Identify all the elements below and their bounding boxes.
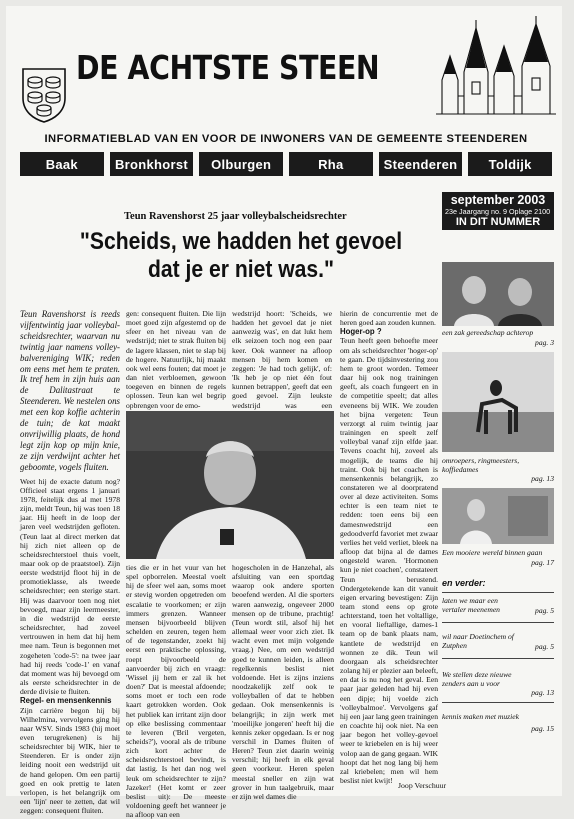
article-headline: "Scheids, we hadden het gevoel dat je er niet was."	[79, 228, 403, 283]
more-page-ref: pag. 5	[535, 606, 554, 615]
more-page-ref: pag. 13	[531, 688, 554, 697]
in-this-issue-sidebar	[442, 240, 554, 792]
article-paragraph: hierin de concurrentie met de heren goed aan zouden kunnen.	[340, 309, 438, 328]
castle-illustration	[434, 16, 558, 116]
more-page-ref: pag. 5	[535, 642, 554, 651]
author-signature: Joop Verschuur	[398, 781, 447, 790]
article-kicker: Teun Ravenshorst 25 jaar volleybalscheidsrechter	[124, 211, 347, 222]
article-paragraph: hogescholen in de Hanzehal, als afsluiting van een sportdag waarop ook andere sporten beoefend werden. Al die sporters waren aanwezig, ongeveer 2000 mensen op de tribune, prachtig! (Teun wordt stil, alsof hij het allemaal weer voor zich ziet. Ik wacht even met mijn volgende vraag.) Nee, om een wedstrijd goed te kunnen leiden, is alleen regelkennis beslist niet voldoende. Het is zijns inziens noodzakelijk zelf ook te volleyballen of dat te hebben gedaan. Ook mensenkennis is belangrijk; in zijn werk met 'moeilijke jongeren' heeft hij die kennis zeker opgedaan. Is er nog verschil in Dames fluiten of Heren? Teun ziet daarin weinig verschil; hij heeft in elk geval geen voorkeur. Heren spelen meestal sneller en zijn wat grover in hun taalgebruik, maar er zijn wel dames die	[232, 563, 334, 801]
in-this-issue-label: IN DIT NUMMER	[455, 216, 541, 228]
place-steenderen: Steenderen	[379, 152, 463, 176]
sidebar-photo-men	[442, 262, 554, 326]
tagline: INFORMATIEBLAD VAN EN VOOR DE INWONERS VAN DE GEMEENTE STEENDEREN	[44, 133, 528, 145]
sidebar-caption: een zak gereedschap achterop	[442, 328, 534, 337]
sidebar-photo-children	[442, 488, 554, 544]
subhead-hoger-op: Hoger-op ?	[340, 327, 382, 337]
sidebar-photo-horses	[442, 352, 554, 452]
article-column-3-bottom	[232, 563, 334, 801]
article-paragraph: gen: consequent fluiten. Die lijn moet goed zijn afgestemd op de sfeer en het niveau van de wedstrijd; niet te strak fluiten bij de lagere klassen, niet te slap bij de hogere. Natuurlijk, hij maakt ook wel eens fouten; dat moet je dan niet verbloemen, gewoon toegeven en binnen de regels oplossen. Teun kan wel begrip opbrengen voor de emo-	[126, 309, 226, 410]
more-heading: en verder:	[442, 578, 486, 588]
more-caption: We stellen deze nieuwe zenders aan u voor	[442, 670, 512, 688]
article-paragraph: Zijn carrière begon hij bij Wilhelmina, vervolgens ging hij naar WSV. Sinds 1983 (hij moet even terugrekenen) is hij scheidsrechter bij WIK, hier te Steenderen. Er is onder zijn leiding nooit een wedstrijd uit de hand gelopen. Om een partij goed en ook prettig te laten verlopen, is het belangrijk om een 'lijn' neer te zetten, dat wil zeggen: consequent fluiten.	[20, 705, 120, 816]
place-rha: Rha	[289, 152, 373, 176]
edition-box	[442, 192, 554, 230]
article-paragraph: Teun heeft geen behoefte meer om als scheidsrechter 'hoger-op' te gaan. De tijdsinvestering zou hem te groot worden. Temeer daar hij ook nog trainingen geeft, als coach fungeert en in de competitie speelt; dat alles eveneens bij WIK. We zouden het bijna vergeten: Teun verzorgt al ruim twintig jaar trainingen en speelt zelf volleybal vanaf zijn elfde jaar. Tevens coacht hij, zoveel als mogelijk, de teams die hij traint. Ook bij het coachen is mensenkennis belangrijk, zo constateren we al doorpratend over al deze activiteiten. Soms echter is een team niet te redden: toen eens bij een damesnwedstrijd een gedoodverfd favoriet met zwaar verlies het veld verliet, bleek na afloop dat bijna al de dames ongesteld waren. 'Hormonen kun je niet coachen', constateert Teun berustend. Ondergetekende kan dit vanuit eigen ervaring bevestigen: Zijn team stond eens op grote achterstand, toen het voltallige, en vooral lieftallige, dames-1 team op de bank plaats nam, kantlete de wedstrijd en wonnen ze dik. Teun wil doorgaan als scheidsrechter zolang hij er plezier aan beleeft, en dat is nu nog het geval. Een paar jaar geleden had hij even een dipje; hij voelde zich 'volleybalmoe'. Vervolgens gaf hij een jaar lang geen trainingen en coachte hij ook niet. Na een jaar begon het volley-gevoel weer te kriebelen en is hij weer volop aan de gang gegaan. WIK hoopt dat het nog lang bij hem zal kriebelen; men wil hem beslist niet kwijt!	[340, 336, 438, 785]
article-column-4	[340, 309, 438, 785]
divider	[442, 702, 554, 703]
subhead-regelkennis: Regel- en mensenkennis	[20, 696, 112, 706]
edition-month: september 2003	[450, 193, 546, 207]
place-baak: Baak	[20, 152, 104, 176]
divider	[442, 658, 554, 659]
more-caption: kennis maken met muziek	[442, 712, 519, 721]
place-toldijk: Toldijk	[468, 152, 552, 176]
article-column-3-top	[232, 309, 332, 410]
sidebar-page-ref: pag. 17	[531, 558, 554, 567]
article-paragraph: Weet hij de exacte datum nog? Officieel staat ergens 1 januari 1978, feitelijk dus al met 1978 zijn, meldt Teun, hij was toen 18 jaar. Hij heeft in de loop der jaren veel wedstrijden gefloten. (Teun laat al direct merken dat hij zich niet alleen op de scheidsrechterstoel thuis voelt, maar ook op de praatstoel). Zijn eerste wedstrijd floot hij in de promotieklasse, als tweede scheidsrechter; een sterige start. Hij was daarvoor toen nog niet bevoegd, maar zijn leermeester, in die wedstrijd de eerste scheidsrechter, had zoveel vertrouwen in hem dat hij hem mee nam. Teun is begonnen met zogeheten 'code-5': na twee jaar had hij reeds 'code-1' en vanaf dat moment was hij bevoegd om als eerste scheidsrechter in de derde divisie te fluiten.	[20, 476, 120, 697]
sidebar-page-ref: pag. 3	[535, 338, 554, 347]
edition-meta: 23e Jaargang no. 9 Oplage 2100	[445, 207, 551, 216]
article-lead: Teun Ravenshorst is reeds vijfentwintig jaar volleybal-scheidsrechter, waarvan nu twintig jaar namens volley-balvereniging WIK; reden om eens met hem te praten. Ik tref hem in zijn huis aan de Dalitastraat te Steenderen. We nestelen ons met een kop koffie achterin de tuin; de kat maakt onvrijwillig plaats, de hond legt zijn kop op mijn knie, ze zijn verdwijnt achter het geboomte, vogels fluiten.	[20, 309, 120, 472]
more-caption: wil naar Doetinchem of Zutphen	[442, 632, 514, 650]
referee-portrait-photo	[126, 411, 334, 559]
sidebar-caption: omroepers, ringmeesters, koffiedames	[442, 456, 520, 474]
article-column-2-top	[126, 309, 226, 410]
more-page-ref: pag. 15	[531, 724, 554, 733]
place-olburgen: Olburgen	[199, 152, 283, 176]
place-bronkhorst: Bronkhorst	[110, 152, 194, 176]
article-paragraph: wedstrijd hoort: 'Scheids, we hadden het gevoel dat je niet aanwezig was', en dat lukt hem elk seizoen toch nog een paar keer. Ook wanneer na afloop mensen bij hem komen en zeggen: 'Je had toch gelijk', of: 'Ik heb je op niet één fout kunnen betrappen', geeft dat een goed gevoel. Zijn leukste wedstrijd was een	[232, 309, 332, 410]
municipality-coat-of-arms-logo	[20, 66, 68, 124]
newsletter-page	[6, 6, 562, 819]
article-column-1	[20, 309, 120, 816]
article-column-2-bottom	[126, 563, 226, 819]
place-names-bar	[20, 152, 552, 176]
more-caption: laten we maar een vertaler meenemen	[442, 596, 500, 614]
article-paragraph: ties die er in het vuur van het spel opborrelen. Meestal voelt hij de sfeer wel aan, soms moet er stevig worden opgetreden om escalatie te voorkomen; er zijn immers grenzen. Wanneer mensen bijvoorbeeld blijven schelden en zeuren, tegen hem of de tegenstander, zoekt hij eerst een praktische oplossing, roept bijvoorbeeld de aanvoerder bij zich en vraagt: 'Wissel jij hem er zal ik het doen?' Dat is meestal afdoende; soms moet er toch een rode kaart getrokken worden. Ook het publiek kan irritant zijn door op elke beslissing commentaar te leveren ('Bril vergeten, scheids?'), vooral als de tribune zich kort achter de scheidsrechterstoel bevindt, is dat lastig. Is het dan nog wel leuk om scheidsrechter te zijn? Jazeker! (Het komt er zeer beslist uit): De meeste voldoening geeft het wanneer je na afloop van een	[126, 563, 226, 819]
sidebar-page-ref: pag. 13	[531, 474, 554, 483]
divider	[442, 622, 554, 623]
masthead-title: DE ACHTSTE STEEN	[76, 48, 380, 87]
divider	[442, 592, 554, 593]
sidebar-caption: Een mooiere wereld binnen gaan	[442, 548, 543, 557]
